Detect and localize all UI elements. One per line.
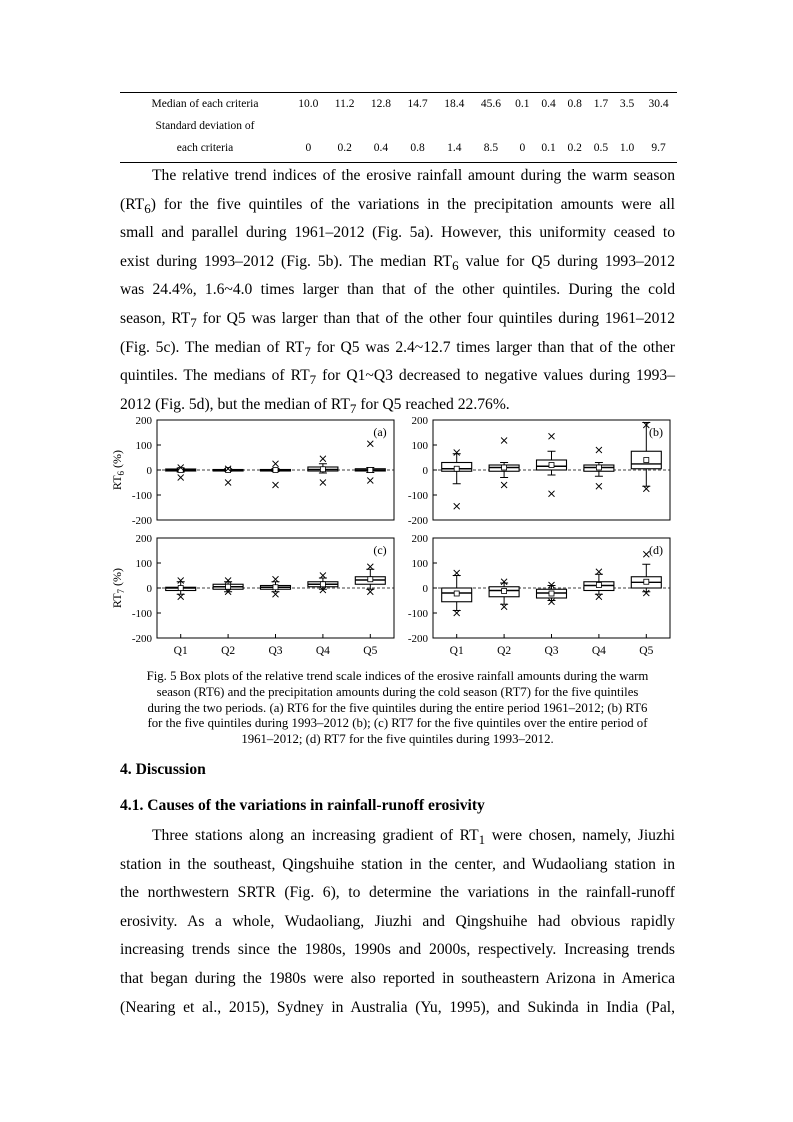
mean-marker — [273, 585, 278, 590]
y-tick-label: 0 — [146, 465, 152, 477]
text-run: The relative trend indices of the erosive rainfall amount during the warm season — [152, 167, 675, 184]
mean-marker — [596, 583, 601, 588]
text-run: for Q5 was 2.4~12.7 times larger than that of the other — [310, 338, 675, 356]
subscript: 7 — [349, 400, 357, 416]
mean-marker — [320, 582, 325, 587]
paragraph-results — [120, 162, 675, 419]
text-run: station in the southeast, Qingshuihe station in the center, and Wudaoliang station in — [120, 855, 675, 873]
text-run: (Fig. 5c). The median of RT — [120, 338, 305, 356]
text-line — [120, 162, 675, 191]
panel-label: (b) — [649, 425, 663, 439]
y-tick-label: -200 — [407, 515, 428, 527]
text-run: ) for the five quintiles of the variations in the precipitation amounts were all — [150, 195, 675, 213]
text-run: small and parallel during 1961–2012 (Fig. 5a). However, this uniformity ceased to — [120, 224, 675, 242]
outlier-marker — [596, 447, 602, 453]
mean-marker — [502, 465, 507, 470]
text-run: Three stations along an increasing gradient of RT — [152, 827, 479, 844]
y-tick-label: 200 — [411, 415, 428, 427]
text-line — [120, 879, 675, 908]
table-cell: 0.8 — [410, 142, 425, 154]
mean-marker — [273, 468, 278, 473]
text-run: erosivity. As a whole, Wudaoliang, Jiuzhi and Qingshuihe had obvious rapidly — [120, 912, 675, 930]
statistics-table-fragment — [120, 92, 677, 163]
table-cell: 1.7 — [593, 98, 609, 110]
outlier-marker — [454, 503, 460, 509]
table-row-std-label — [120, 115, 677, 137]
x-tick-label: Q3 — [268, 645, 283, 657]
mean-marker — [178, 468, 183, 473]
row-label: Standard deviation of — [155, 120, 255, 132]
row-label: Median of each criteria — [151, 98, 259, 110]
text-run: for Q1~Q3 decreased to negative values during 1993– — [316, 367, 676, 385]
table-cell: 0 — [519, 142, 526, 154]
x-tick-label: Q3 — [544, 645, 559, 657]
text-run: value for Q5 during 1993–2012 — [458, 252, 675, 270]
table-cell: 1.0 — [619, 142, 635, 154]
paragraph-discussion — [120, 822, 675, 1022]
text-line — [120, 936, 675, 965]
y-tick-label: -100 — [407, 608, 428, 620]
x-tick-label: Q5 — [363, 645, 378, 657]
text-line — [120, 305, 675, 334]
mean-marker — [454, 466, 459, 471]
subscript: 7 — [309, 372, 317, 388]
table-cell: 11.2 — [334, 98, 355, 110]
text-run: the northwestern SRTR (Fig. 6), to determine the variations in the rainfall-runoff — [120, 884, 675, 902]
y-tick-label: 100 — [135, 440, 152, 452]
x-tick-label: Q5 — [639, 645, 654, 657]
text-run: exist during 1993–2012 (Fig. 5b). The median RT — [120, 252, 453, 270]
y-tick-label: -200 — [131, 633, 152, 645]
mean-marker — [596, 465, 601, 470]
y-axis-label: $RT_7$ (%) — [110, 567, 126, 609]
statistics-table — [120, 93, 677, 159]
outlier-marker — [549, 491, 555, 497]
table-cell: 0.8 — [567, 98, 582, 110]
y-tick-label: -200 — [407, 633, 428, 645]
mean-marker — [226, 584, 231, 589]
text-run: were chosen, namely, Jiuzhi — [485, 827, 675, 844]
text-run: for Q5 reached 22.76%. — [356, 395, 510, 413]
text-line — [120, 191, 675, 220]
table-cell: 10.0 — [298, 98, 319, 110]
y-tick-label: -200 — [131, 515, 152, 527]
text-run: 2012 (Fig. 5d), but the median of RT — [120, 395, 350, 413]
mean-marker — [178, 586, 183, 591]
outlier-marker — [320, 480, 326, 486]
subscript: 1 — [478, 832, 486, 848]
subsection-heading-4-1: 4.1. Causes of the variations in rainfall-runoff erosivity — [120, 797, 485, 814]
text-line — [120, 276, 675, 305]
y-tick-label: 200 — [411, 533, 428, 545]
row-label: each criteria — [176, 142, 234, 154]
text-line — [120, 219, 675, 248]
y-tick-label: -100 — [131, 490, 152, 502]
x-tick-label: Q2 — [221, 645, 236, 657]
table-cell: 0.4 — [541, 98, 556, 110]
text-run: was 24.4%, 1.6~4.0 times larger than that of the other quintiles. During the cold — [120, 281, 675, 299]
outlier-marker — [225, 480, 231, 486]
figure-caption — [110, 669, 685, 748]
outlier-marker — [178, 475, 184, 481]
subscript: 6 — [452, 257, 459, 273]
y-tick-label: -100 — [407, 490, 428, 502]
outlier-marker — [320, 456, 326, 462]
table-cell: 8.5 — [483, 142, 499, 154]
caption-line: season (RT6) and the precipitation amounts during the cold season (RT7) for the five quintiles — [156, 684, 639, 699]
figure-5-boxplots — [110, 410, 685, 662]
text-run: for Q5 was larger than that of the other four quintiles during 1961–2012 — [196, 309, 676, 327]
table-cell: 0.1 — [541, 142, 556, 154]
text-line — [120, 822, 675, 851]
text-line — [120, 851, 675, 880]
caption-line: 1961–2012; (d) RT7 for the five quintiles during 1993–2012. — [241, 732, 554, 747]
y-tick-label: 0 — [146, 583, 152, 595]
text-run: increasing trends since the 1980s, 1990s and 2000s, respectively. Increasing trends — [120, 941, 675, 959]
subscript: 7 — [190, 315, 197, 331]
text-run: that began during the 1980s were also reported in southeastern Arizona in America — [120, 969, 675, 987]
outlier-marker — [596, 483, 602, 489]
text-line — [120, 994, 675, 1023]
y-axis-label: $RT_6$ (%) — [110, 449, 126, 491]
outlier-marker — [501, 438, 507, 444]
y-tick-label: 100 — [135, 558, 152, 570]
mean-marker — [644, 458, 649, 463]
table-cell: 0.2 — [567, 142, 582, 154]
mean-marker — [368, 468, 373, 473]
text-run: (RT — [120, 195, 145, 213]
x-tick-label: Q4 — [591, 645, 606, 657]
text-run: season, RT — [120, 309, 191, 327]
y-tick-label: 0 — [422, 583, 428, 595]
subscript: 6 — [144, 200, 151, 216]
table-cell: 1.4 — [447, 142, 462, 154]
table-cell: 0.1 — [515, 98, 530, 110]
mean-marker — [549, 463, 554, 468]
table-cell: 18.4 — [444, 98, 465, 110]
outlier-marker — [367, 478, 373, 484]
outlier-marker — [273, 461, 279, 467]
mean-marker — [454, 591, 459, 596]
table-cell: 14.7 — [407, 98, 428, 110]
outlier-marker — [273, 482, 279, 488]
table-cell: 0.5 — [593, 142, 609, 154]
table-row-median — [120, 93, 677, 115]
text-run: (Nearing et al., 2015), Sydney in Australia (Yu, 1995), and Sukinda in India (Pal, — [120, 998, 675, 1016]
table-cell: 45.6 — [480, 98, 501, 110]
table-cell: 12.8 — [370, 98, 391, 110]
y-tick-label: 200 — [135, 415, 152, 427]
caption-line: for the five quintiles during 1993–2012 (b); (c) RT7 for the five quintiles over the entire period of — [147, 716, 648, 731]
y-tick-label: 100 — [411, 558, 428, 570]
table-cell: 30.4 — [648, 98, 669, 110]
text-line — [120, 362, 675, 391]
table-cell: 0.2 — [337, 142, 352, 154]
mean-marker — [368, 577, 373, 582]
subscript: 7 — [304, 343, 311, 359]
text-line — [120, 965, 675, 994]
table-cell: 0.4 — [373, 142, 389, 154]
y-tick-label: 100 — [411, 440, 428, 452]
x-tick-label: Q2 — [497, 645, 512, 657]
table-row-std — [120, 137, 677, 159]
panel-label: (a) — [373, 425, 387, 439]
text-line — [120, 908, 675, 937]
caption-line: Fig. 5 Box plots of the relative trend scale indices of the erosive rainfall amounts during the warm — [146, 669, 649, 683]
mean-marker — [320, 467, 325, 472]
x-tick-label: Q4 — [315, 645, 330, 657]
panel-label: (d) — [649, 543, 663, 557]
outlier-marker — [549, 433, 555, 439]
y-tick-label: 0 — [422, 465, 428, 477]
text-line — [120, 248, 675, 277]
outlier-marker — [501, 482, 507, 488]
outlier-marker — [367, 441, 373, 447]
panel-label: (c) — [373, 543, 387, 557]
section-heading-discussion: 4. Discussion — [120, 761, 206, 778]
y-tick-label: 200 — [135, 533, 152, 545]
table-cell: 3.5 — [619, 98, 635, 110]
text-line — [120, 334, 675, 363]
y-tick-label: -100 — [131, 608, 152, 620]
mean-marker — [549, 591, 554, 596]
table-cell: 0 — [305, 142, 312, 154]
x-tick-label: Q1 — [173, 645, 188, 657]
table-cell: 9.7 — [651, 142, 666, 154]
mean-marker — [502, 589, 507, 594]
mean-marker — [644, 579, 649, 584]
caption-line: during the two periods. (a) RT6 for the five quintiles during the entire period 1961–2012; (b) RT6 — [147, 700, 648, 715]
x-tick-label: Q1 — [449, 645, 464, 657]
text-run: quintiles. The medians of RT — [120, 367, 310, 385]
